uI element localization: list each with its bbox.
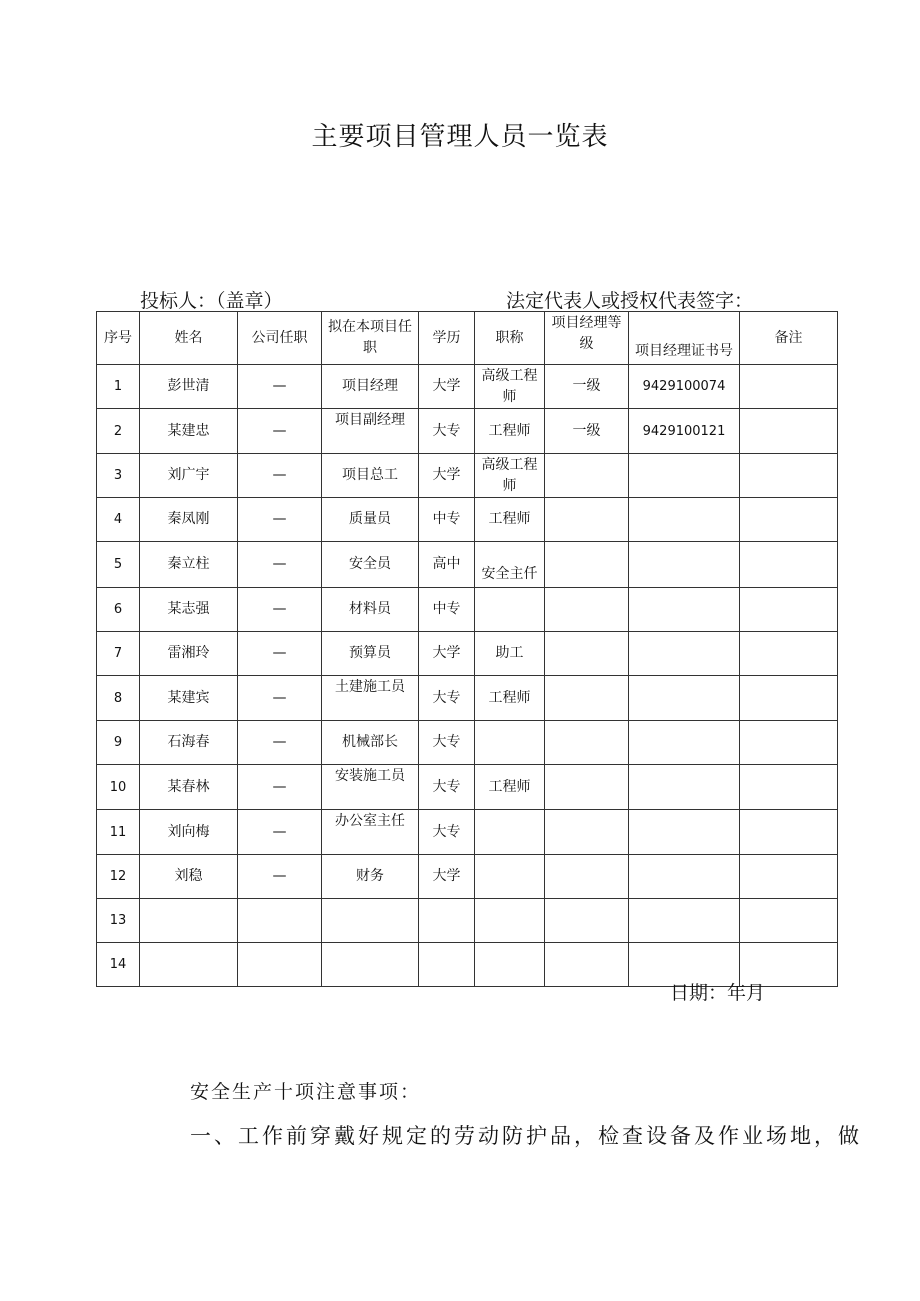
cell-name: 刘稳 xyxy=(140,855,238,899)
cell-company-post: — xyxy=(238,409,322,454)
cell-title xyxy=(475,855,545,899)
cell-note xyxy=(740,365,838,409)
table-header-row xyxy=(97,312,838,365)
cell-company-post: — xyxy=(238,365,322,409)
cell-project-role: 安全员 xyxy=(322,542,419,588)
cell-no: 7 xyxy=(97,632,140,676)
cell-name xyxy=(140,943,238,987)
cell-company-post: — xyxy=(238,632,322,676)
cell-name: 秦立柱 xyxy=(140,542,238,588)
cell-title: 高级工程师 xyxy=(475,454,545,498)
cell-project-role: 安装施工员 xyxy=(322,765,419,810)
cell-company-post: — xyxy=(238,454,322,498)
cell-name: 刘向梅 xyxy=(140,810,238,855)
cell-cert-no xyxy=(629,542,740,588)
cell-cert-no xyxy=(629,454,740,498)
cell-name: 某志强 xyxy=(140,588,238,632)
cell-cert-no xyxy=(629,855,740,899)
cell-manager-level xyxy=(545,810,629,855)
cell-name xyxy=(140,899,238,943)
cell-manager-level xyxy=(545,855,629,899)
cell-company-post: — xyxy=(238,810,322,855)
cell-name: 石海春 xyxy=(140,721,238,765)
cell-title xyxy=(475,588,545,632)
notes-heading: 安全生产十项注意事项： xyxy=(190,1081,422,1103)
staff-table xyxy=(96,311,838,987)
cell-title xyxy=(475,721,545,765)
header-cert-no: 项目经理证书号 xyxy=(629,312,740,365)
cell-no: 8 xyxy=(97,676,140,721)
cell-project-role: 项目副经理 xyxy=(322,409,419,454)
cell-education: 高中 xyxy=(419,542,475,588)
cell-no: 12 xyxy=(97,855,140,899)
cell-cert-no xyxy=(629,676,740,721)
cell-manager-level xyxy=(545,454,629,498)
cell-note xyxy=(740,855,838,899)
cell-name: 秦凤刚 xyxy=(140,498,238,542)
cell-manager-level: 一级 xyxy=(545,365,629,409)
cell-name: 刘广宇 xyxy=(140,454,238,498)
cell-note xyxy=(740,454,838,498)
cell-company-post: — xyxy=(238,676,322,721)
cell-manager-level xyxy=(545,632,629,676)
cell-cert-no xyxy=(629,588,740,632)
table-row xyxy=(97,676,838,721)
cell-name: 彭世清 xyxy=(140,365,238,409)
cell-cert-no xyxy=(629,765,740,810)
table-row xyxy=(97,588,838,632)
cell-project-role: 财务 xyxy=(322,855,419,899)
header-name: 姓名 xyxy=(140,312,238,365)
table-row xyxy=(97,365,838,409)
header-project-role: 拟在本项目任职 xyxy=(322,312,419,365)
cell-cert-no xyxy=(629,632,740,676)
cell-no: 11 xyxy=(97,810,140,855)
header-title: 职称 xyxy=(475,312,545,365)
cell-company-post: — xyxy=(238,765,322,810)
notes-line-1: 一、工作前穿戴好规定的劳动防护品，检查设备及作业场地，做 xyxy=(190,1124,862,1148)
cell-title: 工程师 xyxy=(475,676,545,721)
cell-project-role: 项目经理 xyxy=(322,365,419,409)
header-company-post: 公司任职 xyxy=(238,312,322,365)
cell-education: 中专 xyxy=(419,588,475,632)
cell-project-role: 土建施工员 xyxy=(322,676,419,721)
cell-education: 大学 xyxy=(419,454,475,498)
cell-project-role: 办公室主任 xyxy=(322,810,419,855)
header-manager-level: 项目经理等级 xyxy=(545,312,629,365)
header-note: 备注 xyxy=(740,312,838,365)
cell-no: 6 xyxy=(97,588,140,632)
cell-cert-no xyxy=(629,721,740,765)
cell-title xyxy=(475,899,545,943)
cell-education: 大学 xyxy=(419,365,475,409)
page-title: 主要项目管理人员一览表 xyxy=(311,122,609,152)
cell-no: 14 xyxy=(97,943,140,987)
cell-project-role xyxy=(322,899,419,943)
cell-note xyxy=(740,810,838,855)
cell-manager-level xyxy=(545,721,629,765)
table-row xyxy=(97,899,838,943)
cell-title xyxy=(475,943,545,987)
cell-project-role: 质量员 xyxy=(322,498,419,542)
cell-note xyxy=(740,542,838,588)
cell-education: 大学 xyxy=(419,632,475,676)
cell-no: 9 xyxy=(97,721,140,765)
cell-education: 大学 xyxy=(419,855,475,899)
cell-manager-level xyxy=(545,943,629,987)
cell-company-post: — xyxy=(238,498,322,542)
cell-education xyxy=(419,943,475,987)
cell-project-role: 项目总工 xyxy=(322,454,419,498)
cell-project-role xyxy=(322,943,419,987)
cell-title: 工程师 xyxy=(475,409,545,454)
header-no: 序号 xyxy=(97,312,140,365)
cell-manager-level xyxy=(545,588,629,632)
table-row xyxy=(97,855,838,899)
table-row xyxy=(97,542,838,588)
table-row xyxy=(97,498,838,542)
cell-education: 大专 xyxy=(419,676,475,721)
cell-cert-no: 9429100074 xyxy=(629,365,740,409)
cell-cert-no xyxy=(629,498,740,542)
cell-education: 大专 xyxy=(419,765,475,810)
cell-project-role: 预算员 xyxy=(322,632,419,676)
cell-name: 某建宾 xyxy=(140,676,238,721)
cell-title: 高级工程师 xyxy=(475,365,545,409)
cell-project-role: 材料员 xyxy=(322,588,419,632)
cell-note xyxy=(740,765,838,810)
cell-company-post: — xyxy=(238,721,322,765)
cell-manager-level xyxy=(545,542,629,588)
cell-education: 大专 xyxy=(419,810,475,855)
cell-no: 13 xyxy=(97,899,140,943)
cell-name: 某春林 xyxy=(140,765,238,810)
cell-manager-level xyxy=(545,765,629,810)
cell-note xyxy=(740,632,838,676)
cell-company-post xyxy=(238,899,322,943)
cell-no: 10 xyxy=(97,765,140,810)
cell-cert-no xyxy=(629,899,740,943)
cell-company-post xyxy=(238,943,322,987)
cell-note xyxy=(740,409,838,454)
cell-education: 中专 xyxy=(419,498,475,542)
cell-title: 工程师 xyxy=(475,498,545,542)
cell-education xyxy=(419,899,475,943)
cell-no: 2 xyxy=(97,409,140,454)
cell-education: 大专 xyxy=(419,409,475,454)
representative-signature-label: 法定代表人或授权代表签字： xyxy=(506,290,754,312)
cell-name: 雷湘玲 xyxy=(140,632,238,676)
cell-company-post: — xyxy=(238,542,322,588)
table-row xyxy=(97,765,838,810)
cell-company-post: — xyxy=(238,855,322,899)
cell-manager-level xyxy=(545,899,629,943)
cell-title: 安全主仟 xyxy=(475,542,545,588)
date-label: 日期：年月 xyxy=(670,982,766,1004)
cell-manager-level xyxy=(545,498,629,542)
cell-cert-no xyxy=(629,810,740,855)
cell-no: 3 xyxy=(97,454,140,498)
table-row xyxy=(97,632,838,676)
cell-note xyxy=(740,588,838,632)
cell-note xyxy=(740,676,838,721)
cell-title: 工程师 xyxy=(475,765,545,810)
cell-title: 助工 xyxy=(475,632,545,676)
table-row xyxy=(97,721,838,765)
cell-manager-level: 一级 xyxy=(545,409,629,454)
cell-name: 某建忠 xyxy=(140,409,238,454)
cell-education: 大专 xyxy=(419,721,475,765)
cell-no: 5 xyxy=(97,542,140,588)
cell-title xyxy=(475,810,545,855)
cell-manager-level xyxy=(545,676,629,721)
bidder-seal-label: 投标人：（盖章） xyxy=(140,290,283,312)
cell-project-role: 机械部长 xyxy=(322,721,419,765)
header-education: 学历 xyxy=(419,312,475,365)
cell-note xyxy=(740,721,838,765)
cell-no: 4 xyxy=(97,498,140,542)
cell-no: 1 xyxy=(97,365,140,409)
cell-company-post: — xyxy=(238,588,322,632)
table-row xyxy=(97,454,838,498)
cell-cert-no: 9429100121 xyxy=(629,409,740,454)
table-row xyxy=(97,810,838,855)
cell-note xyxy=(740,899,838,943)
table-row xyxy=(97,409,838,454)
cell-note xyxy=(740,498,838,542)
